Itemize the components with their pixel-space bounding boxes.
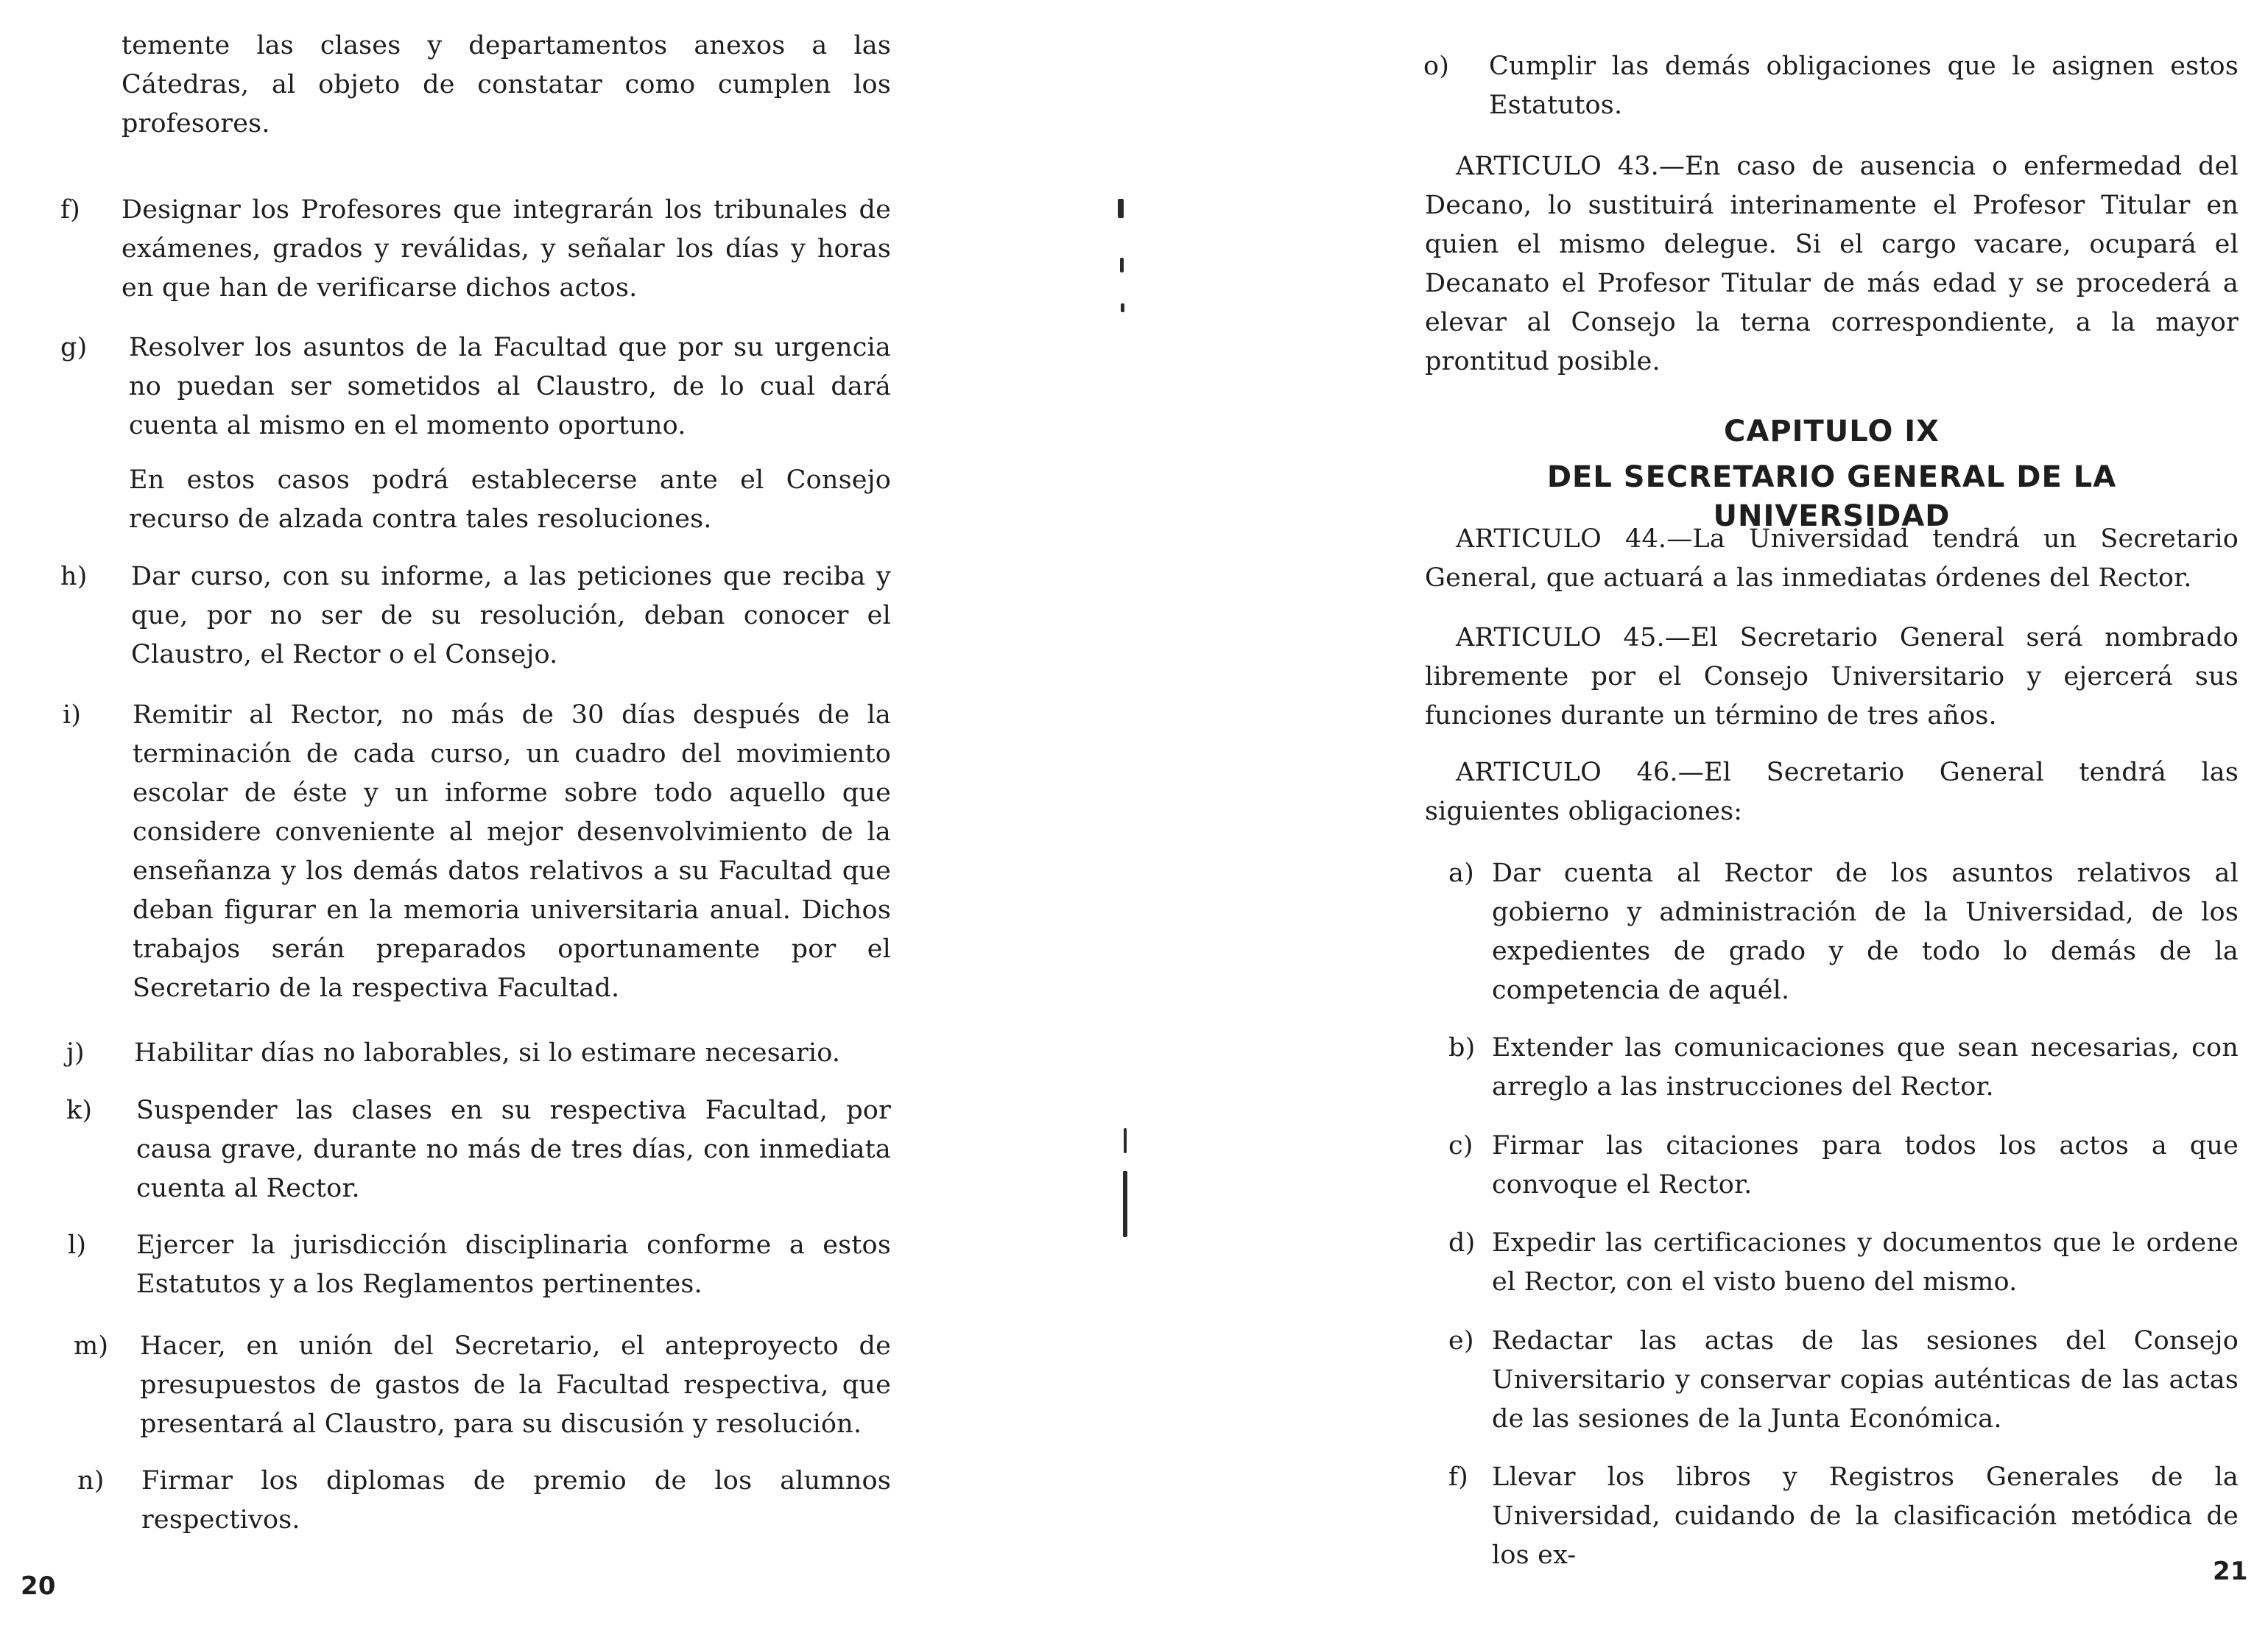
item-text: Expedir las certificaciones y documentos que le ordene el Rector, con el visto bueno del mismo. — [1492, 1228, 2239, 1297]
article-43: ARTICULO 43.—En caso de ausencia o enfermedad del Decano, lo sustituirá interinamente el Profesor Titular en quien el mismo delegue. Si el cargo vacare, ocupará el Decanato el Profesor Titular de más edad y se procederá a elevar al Consejo la terna correspondiente, a la mayor prontitud posible. — [1425, 152, 2239, 376]
item-label: i) — [63, 700, 82, 730]
list-item — [0, 191, 891, 309]
item-text: Hacer, en unión del Secretario, el anteproyecto de presupuestos de gastos de la Facultad respectiva, que presentará al Claustro, para su discusión y resolución. — [140, 1331, 891, 1439]
list-item — [1134, 1322, 2239, 1440]
list-item — [0, 461, 891, 542]
item-text: Habilitar días no laborables, si lo estimare necesario. — [134, 1038, 841, 1068]
page-number: 21 — [2213, 1557, 2248, 1586]
scan-mark — [1121, 303, 1124, 312]
article-46: ARTICULO 46.—El Secretario General tendrá las siguientes obligaciones: — [1425, 758, 2239, 826]
item-text: Cumplir las demás obligaciones que le asignen estos Estatutos. — [1489, 52, 2239, 120]
scan-mark — [1124, 1128, 1127, 1153]
scan-mark — [1123, 1171, 1127, 1237]
item-label: f) — [60, 195, 81, 225]
item-text: Ejercer la jurisdicción disciplinaria conforme a estos Estatutos y a los Reglamentos pertinentes. — [136, 1230, 891, 1299]
item-label: m) — [74, 1331, 109, 1361]
scan-mark — [1118, 199, 1124, 218]
item-label: e) — [1448, 1326, 1474, 1356]
item-label: n) — [77, 1466, 105, 1496]
list-item — [0, 1091, 891, 1209]
article-45: ARTICULO 45.—El Secretario General será nombrado libremente por el Consejo Universitario y ejercerá sus funciones durante un término de tres años. — [1425, 623, 2239, 730]
item-text: Firmar las citaciones para todos los actos a que convoque el Rector. — [1492, 1131, 2239, 1200]
page-number: 20 — [21, 1571, 56, 1601]
item-text: Dar cuenta al Rector de los asuntos relativos al gobierno y administración de la Universidad, de los expedientes de grado y de todo lo demás de la competencia de aquél. — [1492, 859, 2239, 1005]
list-item — [1134, 47, 2239, 128]
item-label: o) — [1423, 52, 1450, 81]
item-text: Suspender las clases en su respectiva Facultad, por causa grave, durante no más de tres días, con inmediata cuenta al Rector. — [136, 1096, 891, 1203]
chapter-subtitle: DEL SECRETARIO GENERAL DE LA UNIVERSIDAD — [1546, 460, 2117, 533]
list-item — [1134, 1029, 2239, 1110]
list-item — [0, 328, 891, 446]
item-label: k) — [66, 1096, 93, 1125]
list-item — [0, 696, 891, 1013]
list-item — [0, 1462, 891, 1543]
chapter-title: CAPITULO IX — [1724, 415, 1940, 448]
item-label: a) — [1448, 859, 1474, 888]
item-label: g) — [60, 333, 88, 362]
right-page — [1134, 0, 2268, 1648]
item-text: En estos casos podrá establecerse ante el Consejo recurso de alzada contra tales resoluciones. — [129, 465, 891, 534]
item-label: c) — [1448, 1131, 1473, 1161]
item-text: Designar los Profesores que integrarán los tribunales de exámenes, grados y reválidas, y señalar los días y horas en que han de verificarse dichos actos. — [122, 195, 891, 303]
scan-mark — [1120, 258, 1124, 272]
continued-paragraph: temente las clases y departamentos anexos a las Cátedras, al objeto de constatar como cumplen los profesores. — [122, 31, 891, 138]
list-item — [1134, 854, 2239, 1013]
list-item — [1134, 1224, 2239, 1305]
item-text: Extender las comunicaciones que sean necesarias, con arreglo a las instrucciones del Rector. — [1492, 1033, 2239, 1102]
item-label: h) — [60, 562, 88, 591]
item-text: Llevar los libros y Registros Generales de la Universidad, cuidando de la clasificación metódica de los ex- — [1492, 1462, 2239, 1570]
item-label: j) — [66, 1038, 85, 1068]
item-label: d) — [1448, 1228, 1476, 1258]
item-label: l) — [68, 1230, 87, 1260]
item-text: Firmar los diplomas de premio de los alumnos respectivos. — [141, 1466, 891, 1535]
list-item — [1134, 1458, 2239, 1570]
list-item — [0, 1034, 891, 1074]
item-label: f) — [1448, 1462, 1469, 1492]
list-item — [0, 1327, 891, 1445]
item-label: b) — [1448, 1033, 1476, 1063]
item-text: Redactar las actas de las sesiones del Consejo Universitario y conservar copias auténticas de las actas de las sesiones de la Junta Económica. — [1492, 1326, 2239, 1434]
list-item — [0, 1226, 891, 1307]
item-text: Resolver los asuntos de la Facultad que por su urgencia no puedan ser sometidos al Claustro, de lo cual dará cuenta al mismo en el momento oportuno. — [129, 333, 891, 440]
list-item — [1134, 1127, 2239, 1208]
list-item — [0, 557, 891, 675]
article-44: ARTICULO 44.—La Universidad tendrá un Secretario General, que actuará a las inmediatas órdenes del Rector. — [1425, 524, 2239, 593]
item-text: Dar curso, con su informe, a las peticiones que reciba y que, por no ser de su resolución, deban conocer el Claustro, el Rector o el Consejo. — [131, 562, 891, 669]
item-text: Remitir al Rector, no más de 30 días después de la terminación de cada curso, un cuadro del movimiento escolar de éste y un informe sobre todo aquello que considere conveniente al mejor desenvolvimiento de la enseñanza y los demás datos relativos a su Facultad que deban figurar en la memoria universitaria anual. Dichos trabajos serán preparados oportunamente por el Secretario de la respectiva Facultad. — [133, 700, 891, 1003]
